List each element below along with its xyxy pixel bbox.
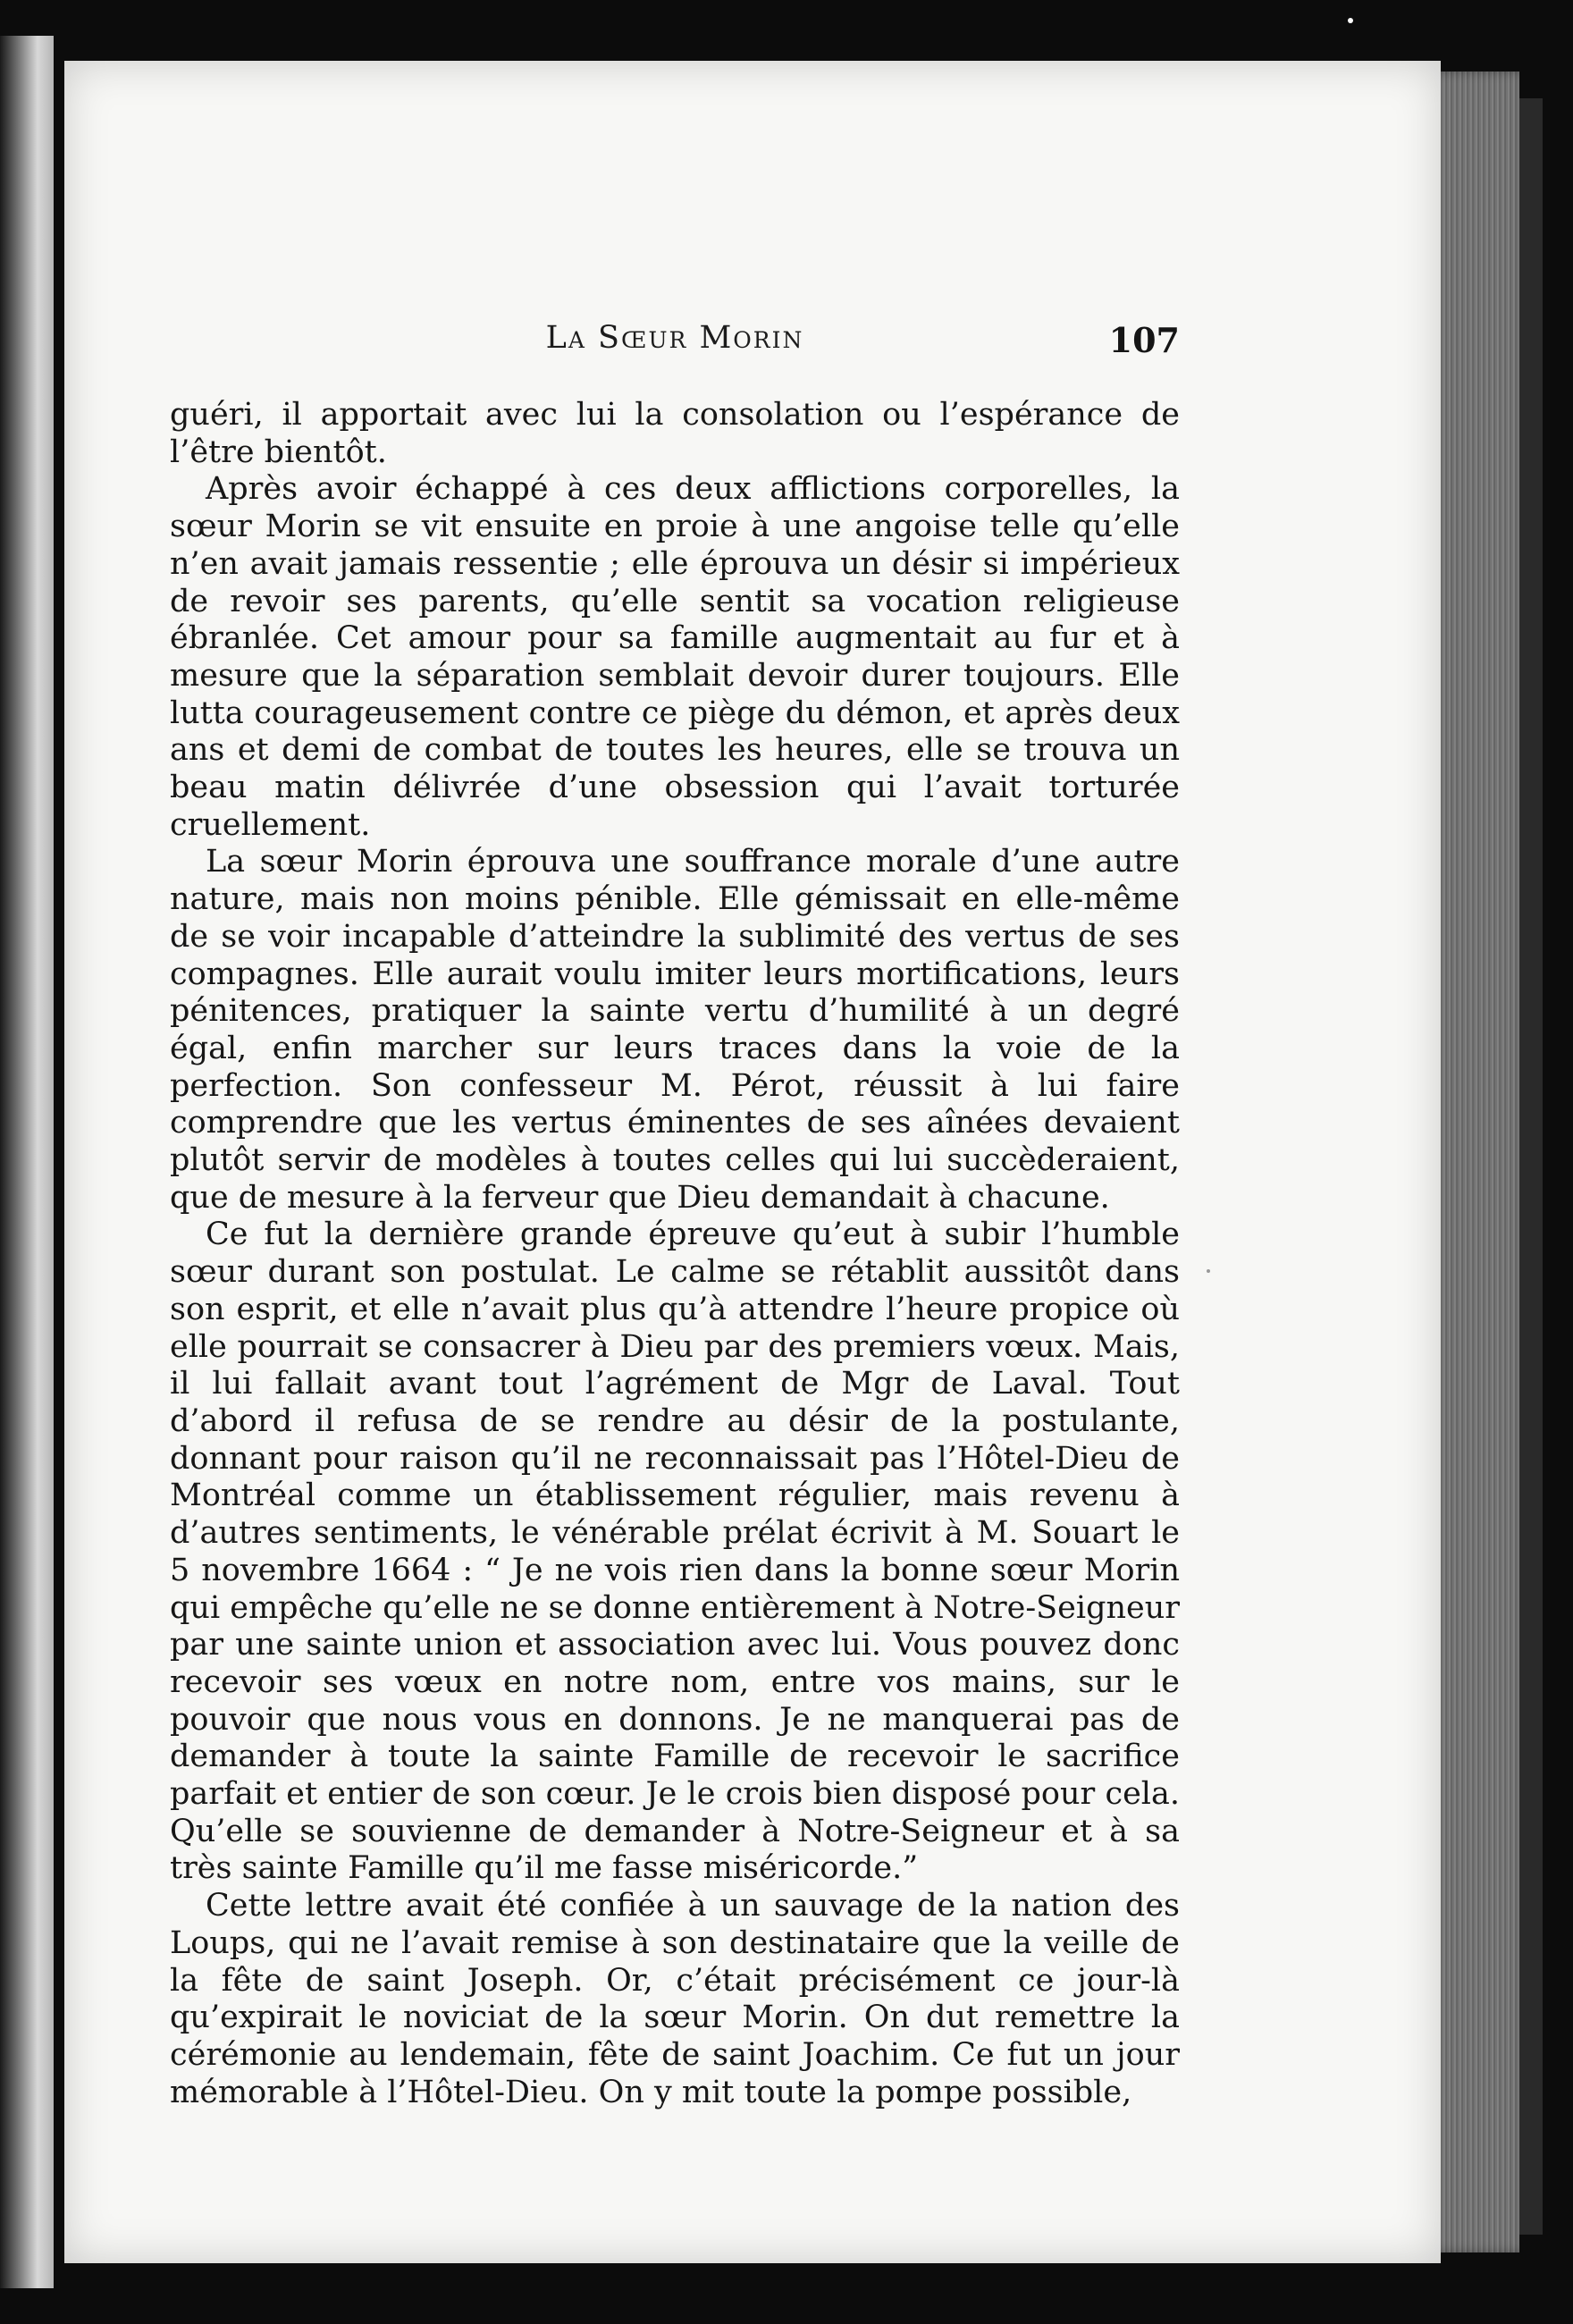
paragraph: La sœur Morin éprouva une souffrance morale d’une autre nature, mais non moins pénible. Elle gémissait en elle-même de se voir incapable d’atteindre la sublimité des vertus de ses compagnes. Elle aurait voulu imiter leurs mortifications, leurs pénitences, pratiquer la sainte vertu d’humilité à un degré égal, enfin marcher sur leurs traces dans la voie de la perfection. Son confesseur M. Pérot, réussit à lui faire comprendre que les vertus éminentes de ses aînées devaient plutôt servir de modèles à toutes celles qui lui succèderaient, que de mesure à la ferveur que Dieu demandait à chacune. — [170, 844, 1180, 1216]
book-cover-edge — [1519, 98, 1543, 2235]
body-text — [170, 397, 1180, 2111]
paragraph: guéri, il apportait avec lui la consolation ou l’espérance de l’être bientôt. — [170, 397, 1180, 470]
paragraph: Après avoir échappé à ces deux afflictions corporelles, la sœur Morin se vit ensuite en proie à une angoise telle qu’elle n’en avait jamais ressentie ; elle éprouva un désir si impérieux de revoir ses parents, qu’elle sentit sa vocation religieuse ébranlée. Cet amour pour sa famille augmentait au fur et à mesure que la séparation semblait devoir durer toujours. Elle lutta courageusement contre ce piège du démon, et après deux ans et demi de combat de toutes les heures, elle se trouva un beau matin délivrée d’une obsession qui l’avait torturée cruellement. — [170, 471, 1180, 843]
page-header — [170, 320, 1180, 383]
paragraph: Cette lettre avait été confiée à un sauvage de la nation des Loups, qui ne l’avait remise à son destinataire que la veille de la fête de saint Joseph. Or, c’était précisément ce jour-là qu’expirait le noviciat de la sœur Morin. On dut remettre la cérémonie au lendemain, fête de saint Joachim. Ce fut un jour mémorable à l’Hôtel-Dieu. On y mit toute la pompe possible, — [170, 1888, 1180, 2110]
running-title: La Sœur Morin — [545, 320, 804, 356]
left-page-edge — [0, 36, 54, 2288]
paragraph: Ce fut la dernière grande épreuve qu’eut à subir l’humble sœur durant son postulat. Le calme se rétablit aussitôt dans son esprit, et elle n’avait plus qu’à attendre l’heure propice où elle pourrait se consacrer à Dieu par des premiers vœux. Mais, il lui fallait avant tout l’agrément de Mgr de Laval. Tout d’abord il refusa de se rendre au désir de la postulante, donnant pour raison qu’il ne reconnaissait pas l’Hôtel-Dieu de Montréal comme un établissement régulier, mais revenu à d’autres sentiments, le vénérable prélat écrivit à M. Souart le 5 novembre 1664 : “ Je ne vois rien dans la bonne sœur Morin qui empêche qu’elle ne se donne entièrement à Notre-Seigneur par une sainte union et association avec lui. Vous pouvez donc recevoir ses vœux en notre nom, entre vos mains, sur le pouvoir que nous vous en donnons. Je ne manquerai pas de demander à toute la sainte Famille de recevoir le sacrifice parfait et entier de son cœur. Je le crois bien disposé pour cela. Qu’elle se souvienne de demander à Notre-Seigneur et à sa très sainte Famille qu’il me fasse miséricorde.” — [170, 1217, 1180, 1887]
page-number: 107 — [1108, 320, 1180, 360]
film-dust-mark — [1207, 1269, 1210, 1273]
film-dust-mark — [1348, 18, 1353, 23]
